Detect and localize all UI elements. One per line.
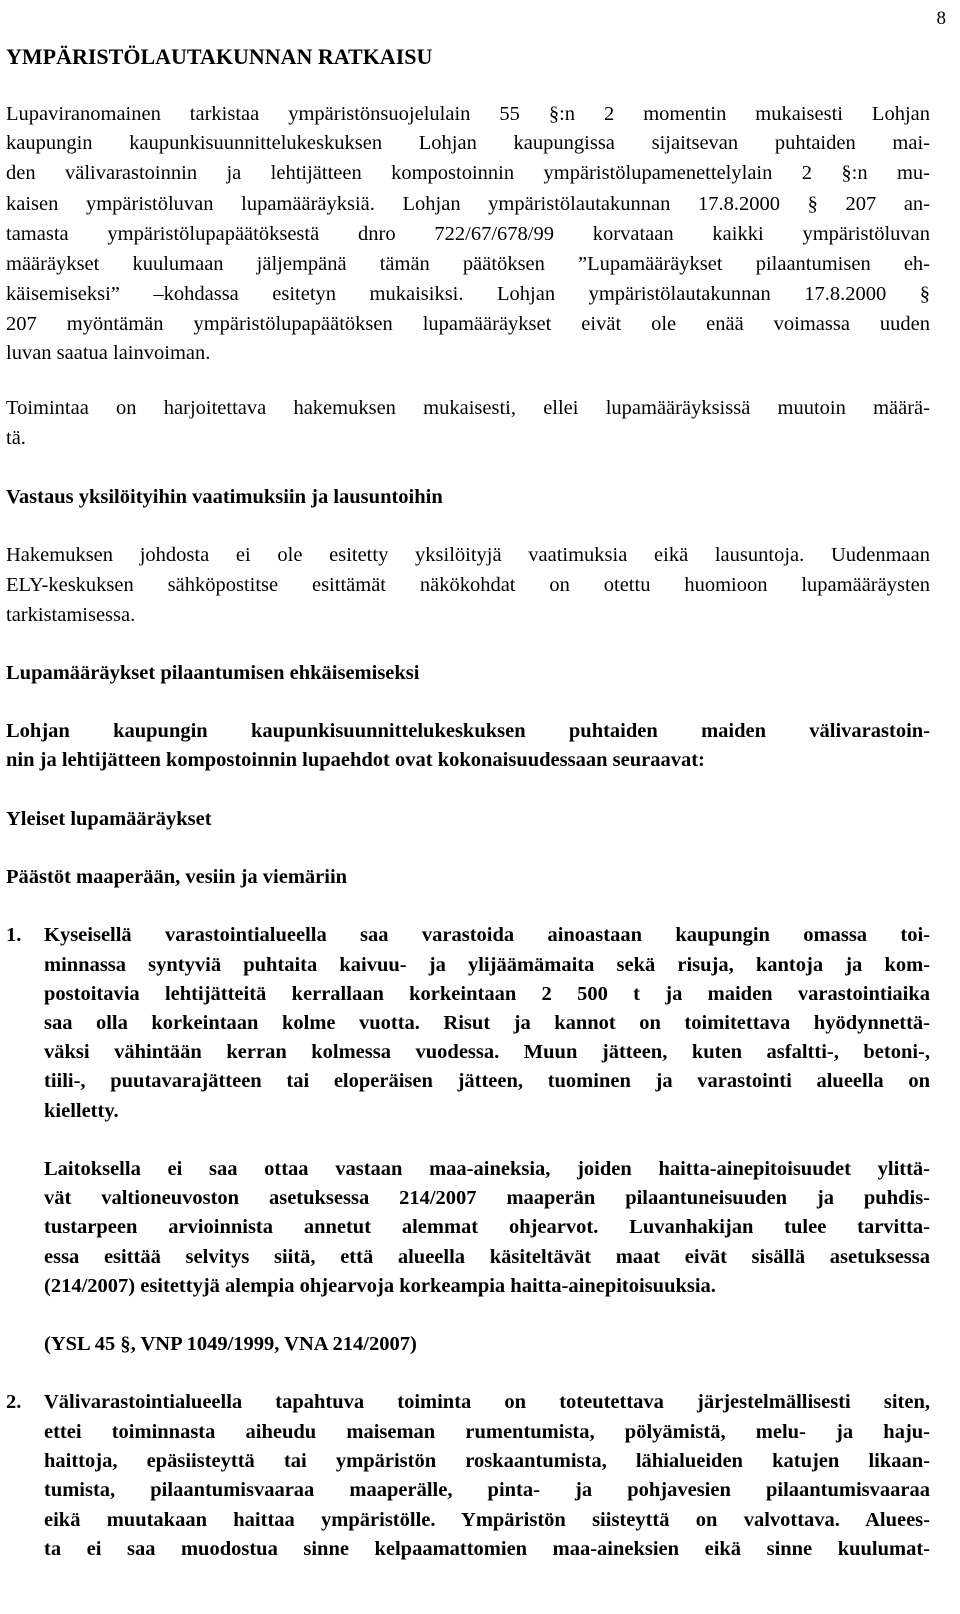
section-heading: Päästöt maaperään, vesiin ja viemäriin: [6, 866, 348, 888]
text-line: minnassa syntyviä puhtaita kaivuu- ja ylijäämämaita sekä risuja, kantoja ja kom-: [44, 954, 930, 976]
section-heading: Lupamääräykset pilaantumisen ehkäisemiseksi: [6, 662, 420, 684]
text-line: haittoja, epäsiisteyttä tai ympäristön roskaantumista, lähialueiden katujen likaan-: [44, 1450, 930, 1472]
text-line: kielletty.: [44, 1100, 119, 1122]
text-line: kaisen ympäristöluvan lupamääräyksiä. Lohjan ympäristölautakunnan 17.8.2000 § 207 an-: [6, 193, 930, 215]
text-line: määräykset kuulumaan jäljempänä tämän päätöksen ”Lupamääräykset pilaantumisen eh-: [6, 253, 930, 275]
text-line: Laitoksella ei saa ottaa vastaan maa-aineksia, joiden haitta-ainepitoisuudet ylittä-: [44, 1158, 930, 1180]
text-line: eikä muutakaan haittaa ympäristölle. Ympäristön siisteyttä on valvottava. Aluees-: [44, 1509, 930, 1531]
text-line: ELY-keskuksen sähköpostitse esittämät näkökohdat on otettu huomioon lupamääräysten: [6, 574, 930, 596]
text-line: tumista, pilaantumisvaaraa maaperälle, pinta- ja pohjavesien pilaantumisvaaraa: [44, 1479, 930, 1501]
text-line: Lupaviranomainen tarkistaa ympäristönsuojelulain 55 §:n 2 momentin mukaisesti Lohjan: [6, 103, 930, 125]
page-heading: YMPÄRISTÖLAUTAKUNNAN RATKAISU: [6, 44, 433, 69]
text-line: vät valtioneuvoston asetuksessa 214/2007 maaperän pilaantuneisuuden ja puhdis-: [44, 1187, 930, 1209]
text-line: Hakemuksen johdosta ei ole esitetty yksilöityjä vaatimuksia eikä lausuntoja. Uudenmaan: [6, 544, 930, 566]
item-number: 1.: [6, 924, 22, 946]
text-line: tustarpeen arvioinnista annetut alemmat ohjearvot. Luvanhakijan tulee tarvitta-: [44, 1216, 930, 1238]
text-line: tä.: [6, 427, 26, 449]
text-line: Kyseisellä varastointialueella saa varastoida ainoastaan kaupungin omassa toi-: [44, 924, 930, 946]
text-line: tamasta ympäristölupapäätöksestä dnro 722/67/678/99 korvataan kaikki ympäristöluvan: [6, 223, 930, 245]
text-line: tiili-, puutavarajätteen tai eloperäisen jätteen, tuominen ja varastointi alueella on: [44, 1070, 930, 1092]
text-line: käisemiseksi” –kohdassa esitetyn mukaisiksi. Lohjan ympäristölautakunnan 17.8.2000 §: [6, 283, 930, 305]
text-line: den välivarastoinnin ja lehtijätteen kompostoinnin ympäristölupamenettelylain 2 §:n mu-: [6, 162, 930, 184]
text-line: saa olla korkeintaan kolme vuotta. Risut ja kannot on toimitettava hyödynnettä-: [44, 1012, 930, 1034]
text-line: Välivarastointialueella tapahtuva toiminta on toteutettava järjestelmällisesti siten,: [44, 1391, 930, 1413]
text-line: luvan saatua lainvoiman.: [6, 342, 211, 364]
text-line: ta ei saa muodostua sinne kelpaamattomien maa-aineksien eikä sinne kuulumat-: [44, 1538, 930, 1560]
text-line: Toimintaa on harjoitettava hakemuksen mukaisesti, ellei lupamääräyksissä muutoin määrä-: [6, 397, 930, 419]
section-heading: Yleiset lupamääräykset: [6, 808, 212, 830]
text-line: nin ja lehtijätteen kompostoinnin lupaehdot ovat kokonaisuudessaan seuraavat:: [6, 749, 705, 771]
text-line: postoitavia lehtijätteitä kerrallaan korkeintaan 2 500 t ja maiden varastointiaika: [44, 983, 930, 1005]
text-line: essa esittää selvitys siitä, että alueella käsiteltävät maat eivät sisällä asetuksessa: [44, 1246, 930, 1268]
reference-line: (YSL 45 §, VNP 1049/1999, VNA 214/2007): [44, 1333, 417, 1355]
item-number: 2.: [6, 1391, 22, 1413]
text-line: 207 myöntämän ympäristölupapäätöksen lupamääräykset eivät ole enää voimassa uuden: [6, 313, 930, 335]
section-heading: Vastaus yksilöityihin vaatimuksiin ja lausuntoihin: [6, 486, 443, 508]
text-line: Lohjan kaupungin kaupunkisuunnittelukeskuksen puhtaiden maiden välivarastoin-: [6, 720, 930, 742]
page-number: 8: [936, 8, 946, 29]
text-line: ettei toiminnasta aiheudu maiseman rumentumista, pölyämistä, melu- ja haju-: [44, 1421, 930, 1443]
text-line: (214/2007) esitettyjä alempia ohjearvoja korkeampia haitta-ainepitoisuuksia.: [44, 1275, 716, 1297]
text-line: väksi vähintään kerran kolmessa vuodessa. Muun jätteen, kuten asfaltti-, betoni-,: [44, 1041, 930, 1063]
text-line: kaupungin kaupunkisuunnittelukeskuksen Lohjan kaupungissa sijaitsevan puhtaiden mai-: [6, 132, 930, 154]
text-line: tarkistamisessa.: [6, 604, 136, 626]
